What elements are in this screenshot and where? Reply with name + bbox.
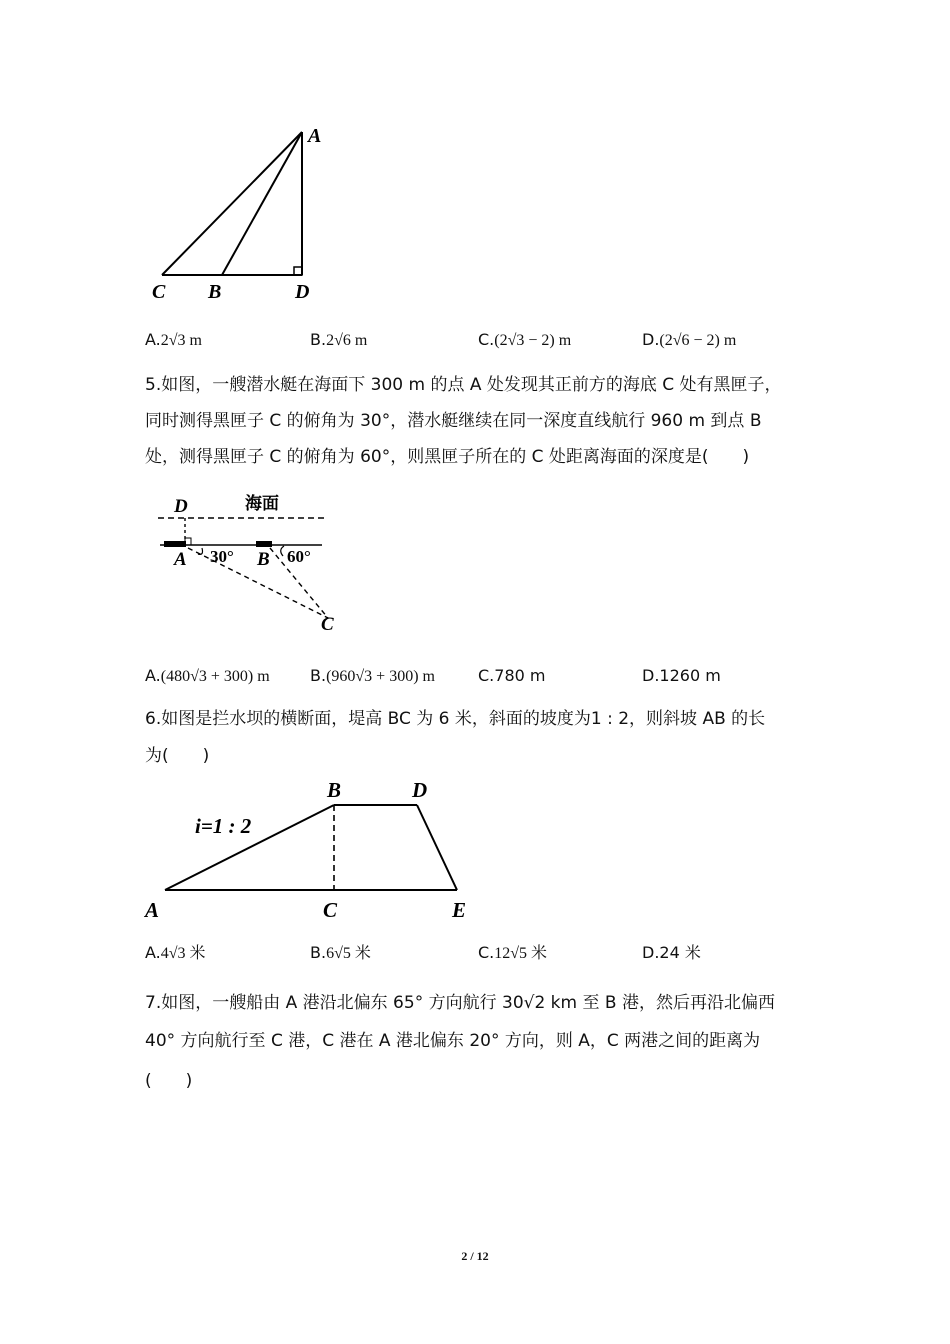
label-c: C (323, 898, 338, 922)
q5-option-a[interactable] (145, 666, 270, 686)
q5-option-d[interactable] (642, 666, 721, 685)
q6-line-2: 为( ) (145, 746, 210, 766)
q4-option-b[interactable] (310, 330, 367, 350)
option-value: 780 m (494, 666, 546, 685)
option-value: (960√3 + 300) m (326, 668, 435, 685)
line-ca (162, 132, 302, 275)
label-a: A (145, 898, 160, 922)
q6-option-a[interactable] (145, 940, 206, 963)
label-angle-60: 60° (287, 547, 311, 566)
submarine-b-icon (256, 541, 272, 547)
option-key: C. (478, 666, 495, 685)
line-de (417, 805, 457, 890)
option-key: D. (642, 330, 660, 349)
option-value: (2√3 − 2) m (494, 332, 572, 349)
q7-line-3: ( ) (145, 1071, 193, 1091)
option-key: D. (642, 666, 660, 685)
label-d: D (295, 281, 310, 303)
option-value: 1260 m (659, 666, 721, 685)
q6-option-d[interactable] (642, 940, 701, 963)
label-sea-surface: 海面 (245, 494, 279, 514)
q5-line-2: 同时测得黑匣子 C 的俯角为 30°，潜水艇继续在同一深度直线航行 960 m 到点 B (145, 411, 762, 431)
option-value: 2√3 m (160, 332, 202, 349)
right-angle-mark (294, 267, 302, 275)
option-value: (2√6 − 2) m (659, 332, 737, 349)
label-c: C (152, 281, 166, 303)
option-value: (480√3 + 300) m (160, 668, 270, 685)
figure-dam-cross-section (140, 775, 480, 925)
q4-option-c[interactable] (478, 330, 571, 350)
option-key: C. (478, 943, 495, 962)
q7-line-1: 7.如图，一艘船由 A 港沿北偏东 65° 方向航行 30√2 km 至 B 港，然后再沿北偏西 (145, 993, 775, 1013)
q4-option-d[interactable] (642, 330, 736, 350)
option-key: B. (310, 330, 327, 349)
label-b: B (208, 281, 222, 303)
option-value: 2√6 m (326, 332, 368, 349)
option-key: B. (310, 666, 327, 685)
label-d: D (174, 496, 188, 517)
q5-option-b[interactable] (310, 666, 435, 686)
q5-option-c[interactable] (478, 666, 545, 685)
submarine-a-icon (164, 541, 186, 547)
label-b: B (257, 549, 270, 570)
option-key: D. (642, 943, 660, 962)
option-key: C. (478, 330, 495, 349)
option-value: 4√3 米 (160, 945, 206, 962)
label-c: C (321, 614, 334, 635)
q5-line-3: 处，测得黑匣子 C 的俯角为 60°，则黑匣子所在的 C 处距离海面的深度是( ) (145, 447, 750, 467)
label-b: B (327, 778, 342, 802)
angle-arc-60 (281, 546, 284, 556)
q7-line-2: 40° 方向航行至 C 港，C 港在 A 港北偏东 20° 方向，则 A，C 两港之间的距离为 (145, 1031, 761, 1051)
option-value: 6√5 米 (326, 945, 371, 962)
figure-submarine (150, 490, 350, 640)
option-key: B. (310, 943, 327, 962)
option-value: 12√5 米 (494, 945, 548, 962)
option-key: A. (145, 666, 161, 685)
label-d: D (412, 778, 428, 802)
page-number: 2 / 12 (461, 1249, 489, 1263)
q4-option-a[interactable] (145, 330, 202, 350)
option-key: A. (145, 943, 161, 962)
label-a: A (308, 125, 322, 147)
label-angle-30: 30° (210, 547, 234, 566)
q6-option-c[interactable] (478, 940, 547, 963)
label-slope: i=1 : 2 (195, 814, 252, 838)
label-a: A (174, 549, 187, 570)
q5-line-1: 5.如图，一艘潜水艇在海面下 300 m 的点 A 处发现其正前方的海底 C 处有黑匣子， (145, 375, 782, 395)
figure-triangle-acd (140, 120, 340, 310)
q6-line-1: 6.如图是拦水坝的横断面，堤高 BC 为 6 米，斜面的坡度为1 : 2，则斜坡 AB 的长 (145, 709, 766, 729)
label-e: E (452, 898, 467, 922)
option-value: 24 米 (659, 943, 701, 962)
q6-option-b[interactable] (310, 940, 371, 963)
line-ba (222, 132, 302, 275)
option-key: A. (145, 330, 161, 349)
